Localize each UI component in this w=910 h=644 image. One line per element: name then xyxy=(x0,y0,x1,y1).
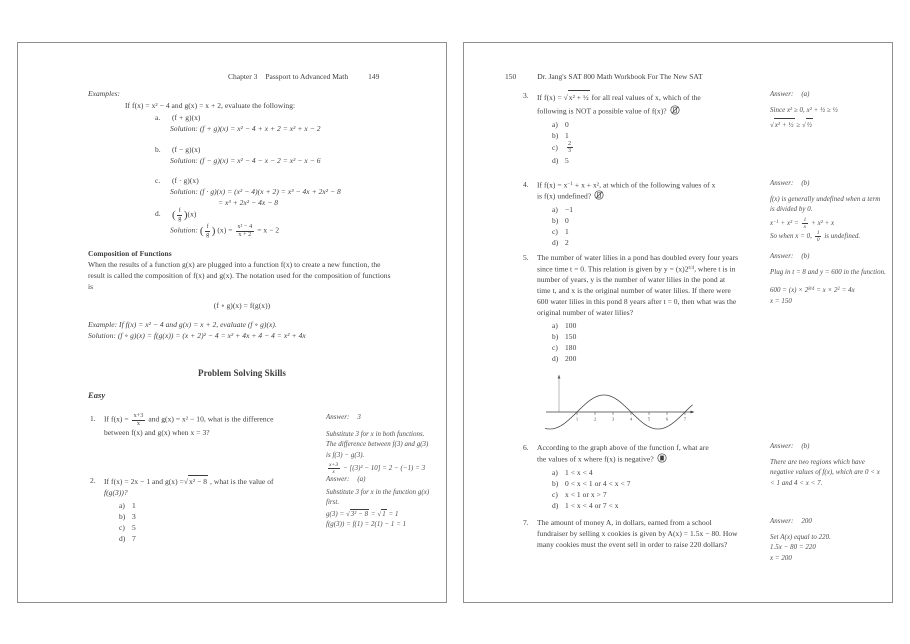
option-a: a) 0 xyxy=(552,119,569,129)
explanation-formula: $600 = (x) \times 2^{8/4} = x \times 2^2 = 4x$ xyxy=(770,287,855,295)
svg-text:3: 3 xyxy=(611,416,615,422)
explanation: Substitute 3 for x in the function g(x) first. xyxy=(326,489,430,507)
answer-value: (a) xyxy=(357,476,366,483)
option-b: b) 3 xyxy=(119,512,136,521)
option-c: c) x < 1 or x > 7 xyxy=(552,489,607,499)
superscript: 2 xyxy=(837,287,840,293)
question-number: 6. xyxy=(523,443,529,452)
superscript: −1 xyxy=(773,219,779,225)
item-c-solution: Solution: (f · g)(x) = (x² − 4)(x + 2) = x³ − 4x + 2x² − 8 xyxy=(170,187,341,196)
question-number: 3. xyxy=(523,91,529,100)
option-c: c) $\frac{2}{3}$ xyxy=(552,140,572,155)
question-line-2: following is NOT a possible value of f(x)? xyxy=(537,105,739,117)
question-body xyxy=(537,90,739,166)
examples-intro: If f(x) = x² − 4 and g(x) = x + 2, evaluate the following: xyxy=(125,101,296,110)
options xyxy=(537,119,739,166)
question-number: 4. xyxy=(523,180,529,189)
composition-example: Example: If f(x) = x² − 4 and g(x) = x + 2, evaluate (f ∘ g)(x). xyxy=(88,320,277,329)
option-b: b) 150 xyxy=(552,332,577,342)
question-number: 1. xyxy=(90,414,96,423)
option-b: b) 1 xyxy=(552,130,569,140)
svg-text:7: 7 xyxy=(683,416,687,422)
option-d: d) 2 xyxy=(552,237,569,247)
no-calculator-icon xyxy=(670,105,680,115)
example-item-d xyxy=(155,208,196,222)
item-d-sol-arg: (x) = xyxy=(217,225,233,235)
option-c: c) 5 xyxy=(119,523,136,532)
radical-icon: √ xyxy=(345,510,350,518)
question-4 xyxy=(523,179,886,248)
superscript: 8/4 xyxy=(808,287,815,293)
explanation: Substitute 3 for x in both functions. The difference between f(3) and g(3) is f(3) − g(3). xyxy=(326,431,429,459)
question-number: 7. xyxy=(523,518,529,527)
option-c: c) 1 xyxy=(552,226,569,236)
answer-line xyxy=(770,442,886,452)
svg-text:5: 5 xyxy=(647,416,651,422)
example-item-a xyxy=(155,112,200,123)
question-body xyxy=(537,179,739,248)
composition-formula: (f ∘ g)(x) = f(g(x)) xyxy=(213,301,271,310)
question-line-1: If f(x) = 2x − 1 and g(x) =√x² − 8 , what is the value of xyxy=(104,477,274,486)
options xyxy=(537,467,739,511)
answer-column xyxy=(326,413,430,475)
option-a: a) −1 xyxy=(552,204,574,214)
composition-heading: Composition of Functions xyxy=(88,249,172,258)
answer-value: (b) xyxy=(801,253,810,260)
fraction-f-over-g: $\frac{f}{g}$ xyxy=(206,224,210,238)
answer-line xyxy=(326,413,430,423)
answer-line xyxy=(326,475,430,485)
svg-text:6: 6 xyxy=(665,416,669,422)
page-header-left xyxy=(228,72,379,81)
explanation-formula: $x^{-1} + x^2$ = $\frac{1}{x}$ + x² + x xyxy=(770,216,835,230)
paren-close: ) xyxy=(183,208,188,221)
answer-label: Answer: xyxy=(770,443,794,450)
answer-line xyxy=(770,517,886,527)
paren-close: ) xyxy=(211,224,216,237)
item-a-solution: Solution: (f + g)(x) = x² − 4 + x + 2 = x² + x − 2 xyxy=(170,124,321,133)
function-graph xyxy=(544,373,696,433)
superscript: −1 xyxy=(567,181,573,187)
radical-icon: √ xyxy=(770,122,774,130)
answer-value: 3 xyxy=(357,414,361,421)
explanation-formula-2: f(g(3)) = f(1) = 2(1) − 1 = 1 xyxy=(326,520,407,528)
question-line-1: If $f(x) = x^{-1} + x + x^2$, at which of the following values of x xyxy=(537,180,716,190)
item-label: b. xyxy=(155,145,161,154)
explanation: f(x) is generally undefined when a term is divided by 0. xyxy=(770,196,881,214)
question-line-1: If f(x) = $\frac{x+3}{x}$ and g(x) = x² − 10, what is the difference xyxy=(104,413,274,427)
question-body xyxy=(104,475,320,544)
page-header-right xyxy=(505,72,703,81)
explanation: Plug in t = 8 and y = 600 in the function. xyxy=(770,269,886,277)
question-number: 5. xyxy=(523,253,529,262)
chapter-label: Chapter 3 xyxy=(228,72,258,81)
question-line-2: the values of x where f(x) is negative? xyxy=(537,453,739,465)
question-1 xyxy=(90,413,430,475)
option-d: d) 5 xyxy=(552,155,569,165)
answer-label: Answer: xyxy=(770,180,794,187)
question-line-2: between f(x) and g(x) when x = 3? xyxy=(104,428,210,438)
question-text: The number of water lilies in a pond has doubled every four years since time t = 0. This relation is given by $y = (x)2^{t/4}$, where t is in number of years, y is the number of water lilies in the pond at time t, and x is the original number of water lilies. If there were 600 water lilies in this pond 8 years after t = 0, then what was the original number of water lilies? xyxy=(537,253,739,318)
question-6 xyxy=(523,442,886,511)
explanation-formula: 1.5x − 80 = 220 xyxy=(770,544,816,552)
explanation-formula-2: x = 150 xyxy=(770,297,792,305)
answer-value: (b) xyxy=(801,180,810,187)
explanation: Since x² ≥ 0, x² + ½ ≥ ½ xyxy=(770,107,838,115)
question-line-2: f(g(3))? xyxy=(104,488,128,497)
radical-icon: √ xyxy=(377,510,382,518)
answer-column xyxy=(326,475,430,530)
fraction-f-over-g: $\frac{f}{g}$ xyxy=(178,208,182,222)
option-a: a) 100 xyxy=(552,321,577,331)
difficulty-label: Easy xyxy=(88,390,106,400)
paren-open: ( xyxy=(172,208,176,221)
page-149 xyxy=(17,42,447,603)
item-c-solution-cont: = x³ + 2x² − 4x − 8 xyxy=(218,198,279,207)
page-150 xyxy=(463,42,893,603)
item-d-sol-tail: = x − 2 xyxy=(257,225,280,235)
item-expr: (f − g)(x) xyxy=(172,145,201,154)
question-body xyxy=(537,252,739,364)
option-d: d) 200 xyxy=(552,354,577,364)
answer-value: 200 xyxy=(801,518,812,525)
svg-text:4: 4 xyxy=(629,416,633,422)
composition-solution: Solution: (f ∘ g)(x) = f(g(x)) = (x + 2)² − 4 = x² + 4x + 4 − 4 = x² + 4x xyxy=(88,331,306,340)
svg-text:2: 2 xyxy=(593,416,597,422)
fraction-solution: $\frac{\text{x² − 4}}{x + 2}$ xyxy=(237,224,253,238)
options xyxy=(537,204,739,248)
answer-label: Answer: xyxy=(770,91,794,98)
item-d-arg: (x) xyxy=(187,209,197,219)
option-d: d) 1 < x < 4 or 7 < x xyxy=(552,500,619,510)
item-label: c. xyxy=(155,176,161,185)
answer-column xyxy=(770,90,886,132)
answer-label: Answer: xyxy=(770,253,794,260)
answer-label: Answer: xyxy=(326,476,350,483)
question-body xyxy=(537,442,739,511)
explanation-formula: $\frac{x+3}{x}$ − [(3)² − 10] = 2 − (−1) = 3 xyxy=(329,461,426,475)
explanation: Set A(x) equal to 220. xyxy=(770,534,831,542)
answer-line xyxy=(770,252,886,262)
solution-label: Solution: xyxy=(170,225,198,235)
paren-open: ( xyxy=(199,224,204,237)
x-axis-tick-labels xyxy=(576,417,687,422)
option-a: a) 1 xyxy=(119,501,136,510)
fraction: $\frac{2}{3}$ xyxy=(568,140,572,155)
explanation-formula: √x² + ½ ≥ √½ xyxy=(770,118,886,132)
question-body xyxy=(537,517,739,550)
section-title: Problem Solving Skills xyxy=(198,368,286,378)
question-5 xyxy=(523,252,886,364)
page-number: 150 xyxy=(505,72,517,81)
answer-label: Answer: xyxy=(326,414,350,421)
chapter-title: Passport to Advanced Math xyxy=(265,72,349,81)
question-number: 2. xyxy=(90,476,96,485)
option-b: b) 0 < x < 1 or 4 < x < 7 xyxy=(552,478,631,488)
answer-column xyxy=(770,442,886,489)
option-d: d) 7 xyxy=(119,534,136,543)
item-label: d. xyxy=(155,209,161,219)
book-title: Dr. Jang's SAT 800 Math Workbook For The New SAT xyxy=(537,72,703,81)
sqrt-expression: √x² + ½ xyxy=(564,93,590,102)
item-expr: (f + g)(x) xyxy=(172,113,201,122)
explanation: There are two regions which have negative values of f(x), which are 0 < x < 1 and 4 < x < 7. xyxy=(770,459,880,487)
question-text: The amount of money A, in dollars, earned from a school fundraiser by selling x cookies is given by A(x) = 1.5x − 80. How many cookies must the event sell in order to raise 220 dollars? xyxy=(537,518,738,549)
explanation-formula-2: x = 200 xyxy=(770,554,792,562)
explanation-formula-2: So when x = 0, $\frac{1}{0}$ is undefined. xyxy=(770,229,861,244)
x-axis xyxy=(546,411,695,414)
example-item-b xyxy=(155,144,200,155)
fraction: $\frac{x+3}{x}$ xyxy=(133,413,144,427)
option-b: b) 0 xyxy=(552,215,569,225)
page-number: 149 xyxy=(368,72,380,81)
question-7 xyxy=(523,517,886,564)
explanation-formula: g(3) = √3² − 8 = √1 = 1 xyxy=(326,509,430,520)
no-calculator-icon xyxy=(594,190,604,200)
question-line-1: If f(x) = √x² + ½ for all real values of x, which of the xyxy=(537,90,739,105)
question-2 xyxy=(90,475,430,544)
example-item-c xyxy=(155,175,199,186)
question-line-2: is f(x) undefined? xyxy=(537,190,739,202)
composition-body: When the results of a function g(x) are plugged into a function f(x) to create a new function, the result is called the composition of f(x) and g(x). The notation used for the composition of functions is xyxy=(88,260,391,291)
question-3 xyxy=(523,90,886,166)
superscript: t/4 xyxy=(688,265,695,271)
answer-line xyxy=(770,90,886,100)
answer-column xyxy=(770,252,886,307)
radical-icon: √ xyxy=(801,122,806,130)
answer-line xyxy=(770,179,886,189)
question-body xyxy=(104,413,320,438)
options xyxy=(104,500,320,544)
answer-value: (b) xyxy=(801,443,810,450)
item-b-solution: Solution: (f − g)(x) = x² − 4 − x − 2 = x² − x − 6 xyxy=(170,156,321,165)
answer-value: (a) xyxy=(801,91,810,98)
answer-column xyxy=(770,517,886,564)
sqrt-expression: √x² − 8 xyxy=(183,477,208,486)
item-d-solution xyxy=(170,224,279,238)
options xyxy=(537,320,739,364)
svg-text:1: 1 xyxy=(575,416,579,422)
option-a: a) 1 < x < 4 xyxy=(552,467,593,477)
radical-icon: √ xyxy=(563,93,568,102)
item-expr: (f · g)(x) xyxy=(172,176,199,185)
radical-icon: √ xyxy=(183,477,189,486)
option-c: c) 180 xyxy=(552,343,577,353)
examples-label: Examples: xyxy=(88,89,121,98)
answer-label: Answer: xyxy=(770,518,794,525)
calculator-icon xyxy=(657,453,667,463)
y-axis xyxy=(558,375,561,413)
answer-column xyxy=(770,179,886,243)
question-line-1: According to the graph above of the function f, what are xyxy=(537,443,709,452)
item-label: a. xyxy=(155,113,161,122)
